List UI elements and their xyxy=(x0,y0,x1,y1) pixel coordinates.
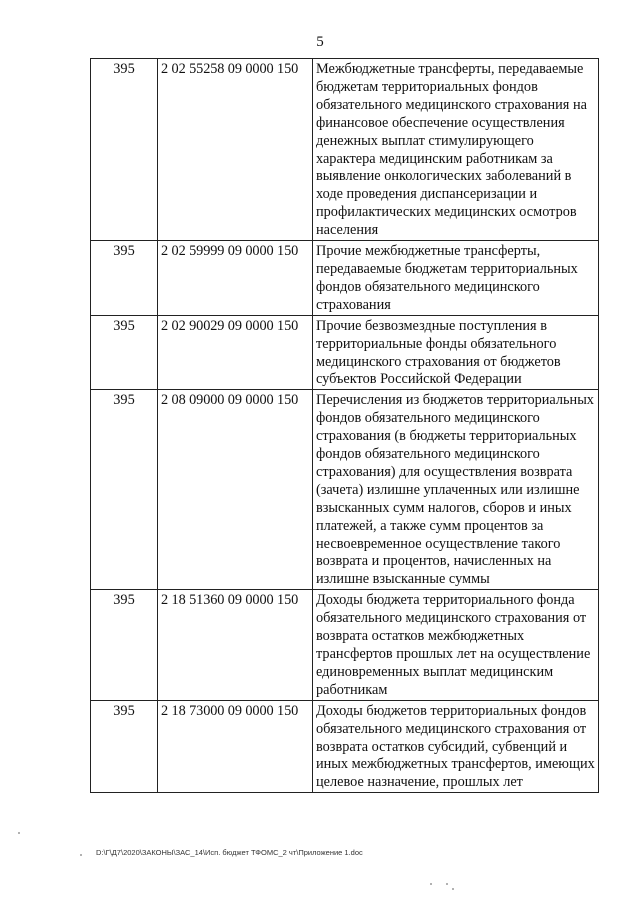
table-row xyxy=(91,59,599,241)
kbk-code-cell: 2 08 09000 09 0000 150 xyxy=(158,390,313,590)
description-cell: Межбюджетные трансферты, передаваемые бюджетам территориальных фондов обязательного медицинского страхования на финансовое обеспечение осуществления денежных выплат стимулирующего характера медицинским работникам за выявление онкологических заболеваний в ходе проведения диспансеризации и профилактических медицинских осмотров населения xyxy=(313,59,599,241)
table-row xyxy=(91,390,599,590)
description-cell: Перечисления из бюджетов территориальных фондов обязательного медицинского страхования (в бюджеты территориальных фондов обязательного медицинского страхования) для осуществления возврата (зачета) излишне уплаченных или излишне взысканных сумм налогов, сборов и иных платежей, а также сумм процентов за несвоевременное осуществление такого возврата и процентов, начисленных на излишне взысканные суммы xyxy=(313,390,599,590)
admin-code-cell: 395 xyxy=(91,390,158,590)
admin-code-cell: 395 xyxy=(91,700,158,793)
kbk-code-cell: 2 02 90029 09 0000 150 xyxy=(158,315,313,390)
description-cell: Доходы бюджета территориального фонда обязательного медицинского страхования от возврата остатков межбюджетных трансфертов прошлых лет на осуществление единовременных выплат медицинским работникам xyxy=(313,590,599,700)
description-cell: Прочие безвозмездные поступления в территориальные фонды обязательного медицинского страхования от бюджетов субъектов Российской Федерации xyxy=(313,315,599,390)
table-row xyxy=(91,700,599,793)
scan-speck xyxy=(80,854,82,856)
admin-code-cell: 395 xyxy=(91,315,158,390)
kbk-code-cell: 2 02 59999 09 0000 150 xyxy=(158,241,313,316)
footer-file-path: D:\Г\Д7\2020\ЗАКОНЫ\ЗАС_14\Исп. бюджет ТФОМС_2 чт\Приложение 1.doc xyxy=(96,848,363,857)
admin-code-cell: 395 xyxy=(91,241,158,316)
admin-code-cell: 395 xyxy=(91,590,158,700)
scan-speck xyxy=(452,888,454,890)
admin-code-cell: 395 xyxy=(91,59,158,241)
kbk-code-cell: 2 18 51360 09 0000 150 xyxy=(158,590,313,700)
scan-speck xyxy=(18,832,20,834)
table-row xyxy=(91,590,599,700)
page-number: 5 xyxy=(316,34,324,50)
kbk-code-cell: 2 02 55258 09 0000 150 xyxy=(158,59,313,241)
table-row xyxy=(91,241,599,316)
scan-speck xyxy=(430,883,432,885)
table-row xyxy=(91,315,599,390)
description-cell: Прочие межбюджетные трансферты, передаваемые бюджетам территориальных фондов обязательного медицинского страхования xyxy=(313,241,599,316)
revenue-codes-table xyxy=(90,58,599,793)
kbk-code-cell: 2 18 73000 09 0000 150 xyxy=(158,700,313,793)
description-cell: Доходы бюджетов территориальных фондов обязательного медицинского страхования от возврата остатков субсидий, субвенций и иных межбюджетных трансфертов, имеющих целевое назначение, прошлых лет xyxy=(313,700,599,793)
scan-speck xyxy=(446,883,448,885)
